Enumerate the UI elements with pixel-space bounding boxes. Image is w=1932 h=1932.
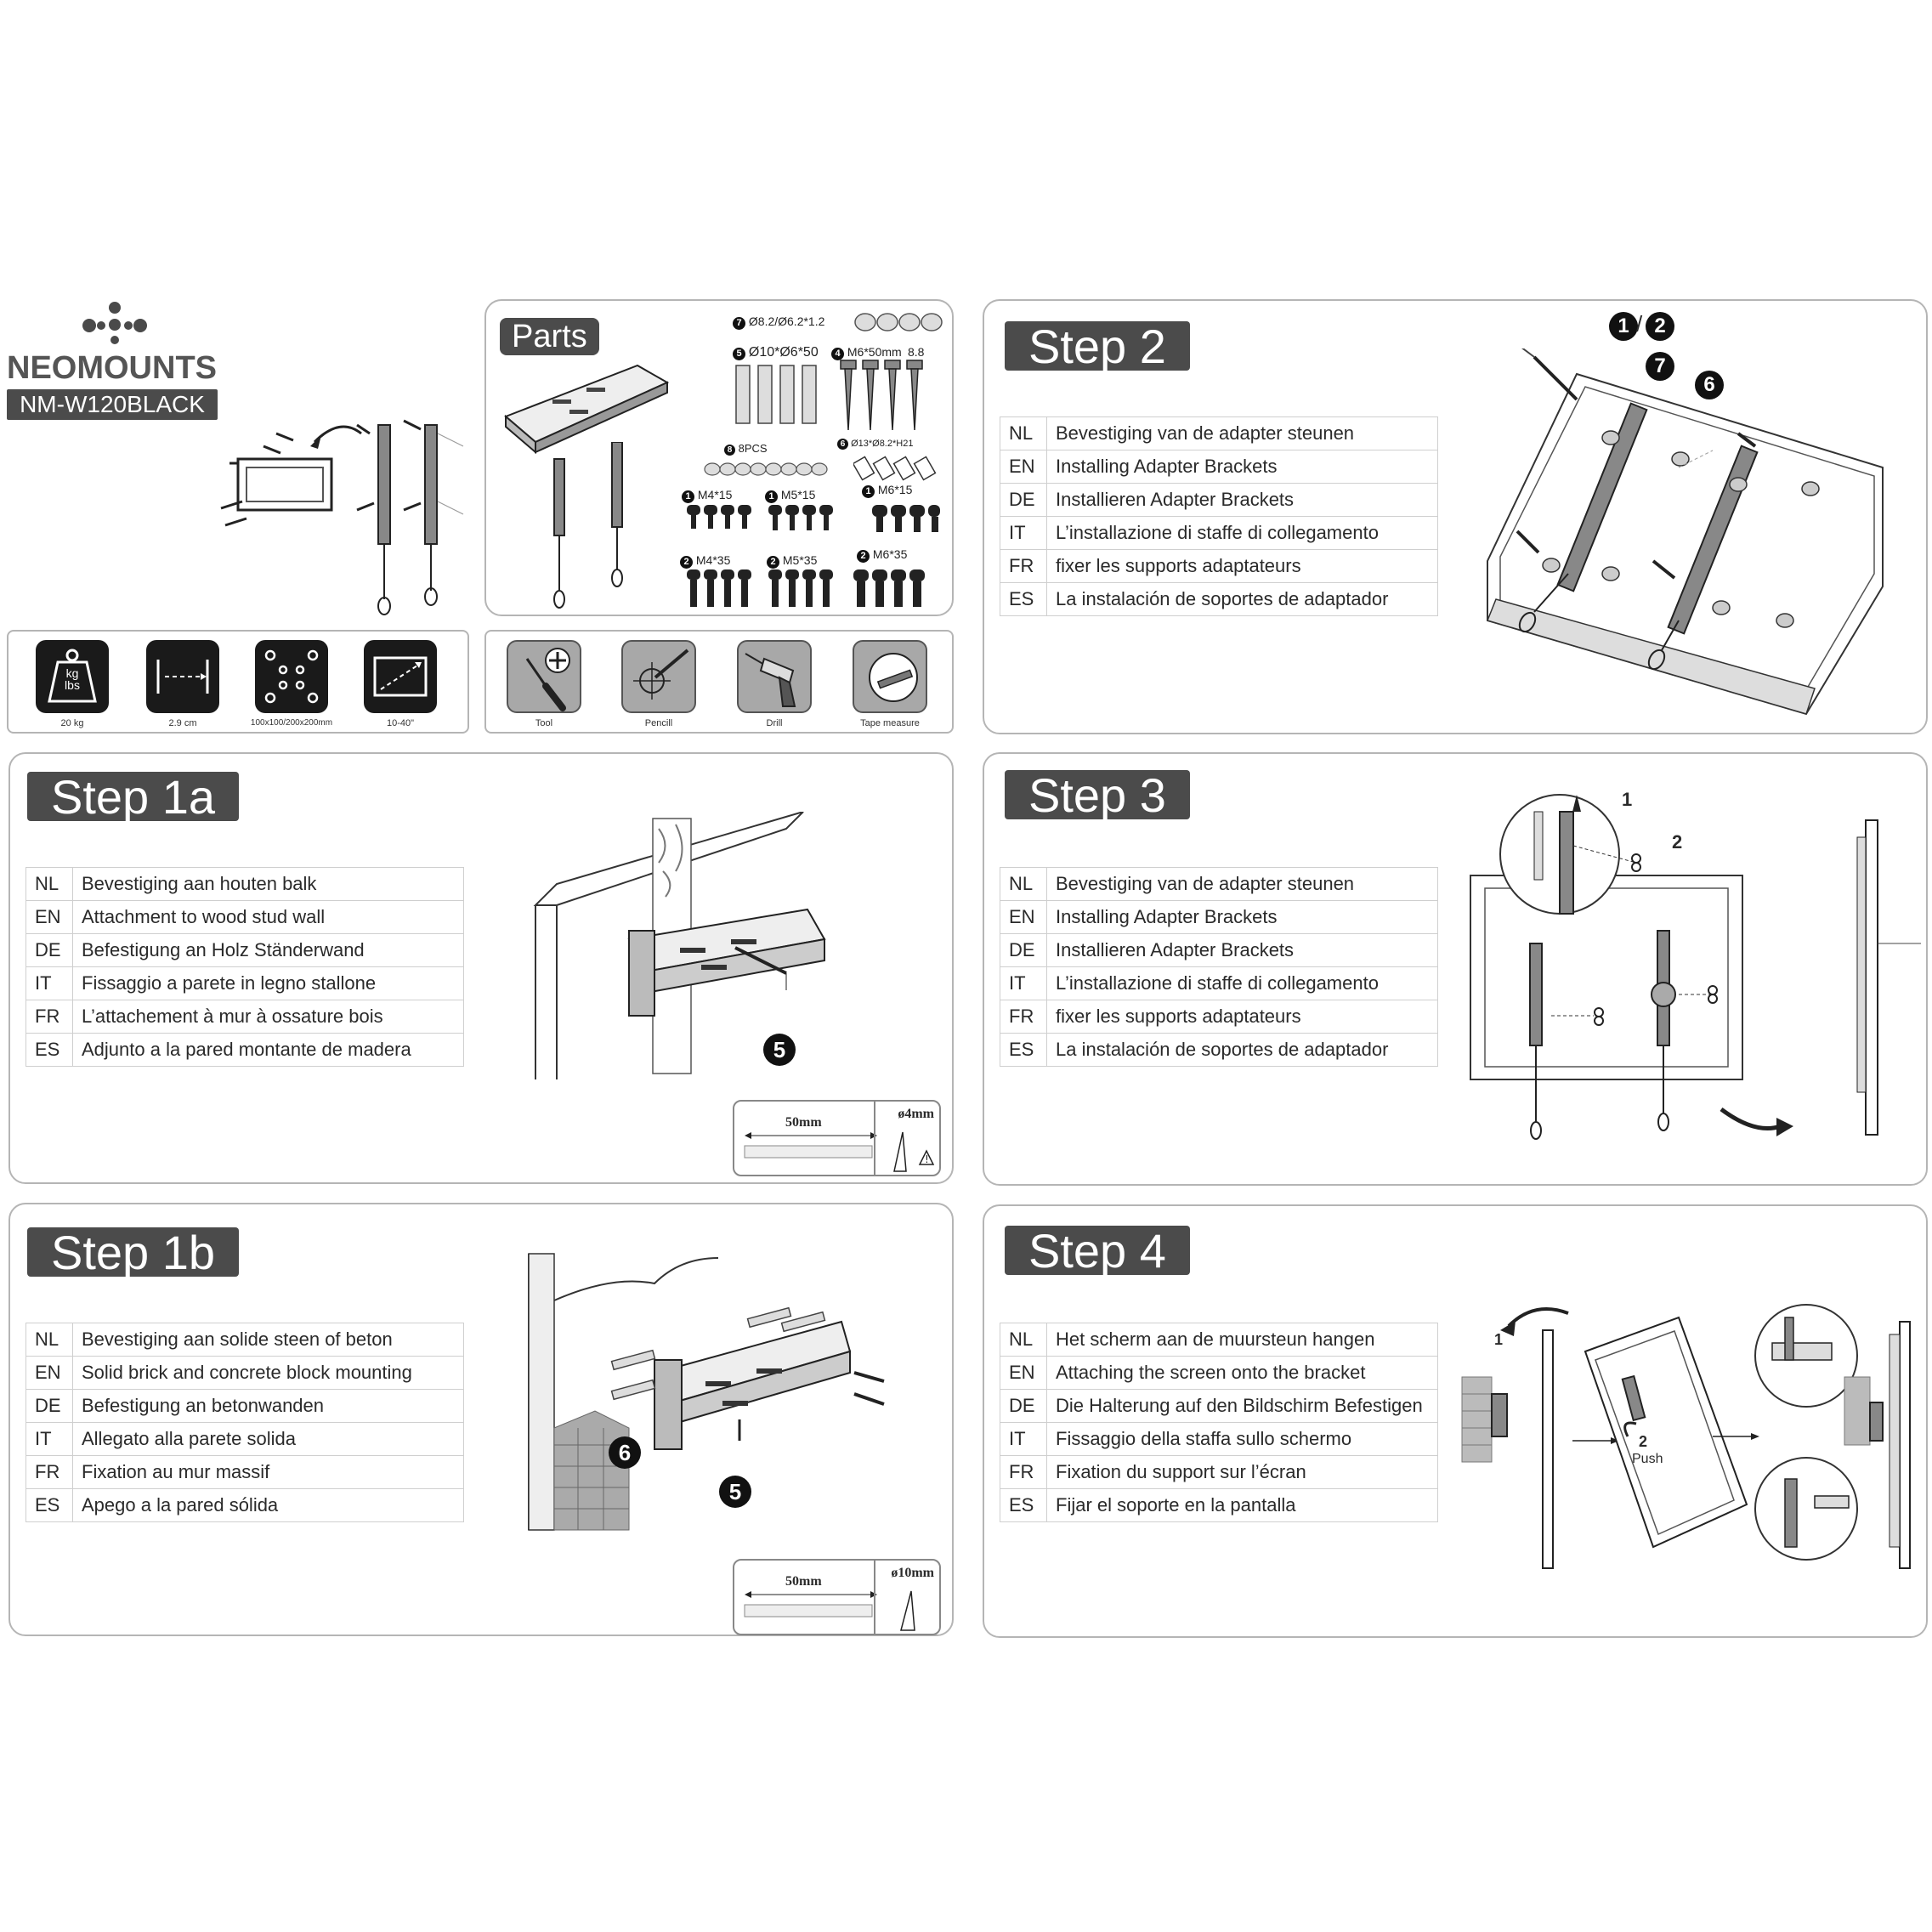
step4-row-nl [1000, 1323, 1438, 1357]
step1b-row-it [26, 1423, 464, 1456]
parts-title: Parts [500, 318, 599, 355]
step3-row-en [1000, 901, 1438, 934]
step1a-title: Step 1a [27, 772, 239, 821]
instruction-text: Fixation au mur massif [73, 1456, 464, 1489]
parts-wood-screws-label: M6*50mm [847, 345, 902, 359]
drill-bit-icon [886, 1127, 937, 1173]
instruction-text: Installing Adapter Brackets [1047, 901, 1438, 934]
instruction-text: La instalación de soportes de adaptador [1047, 1034, 1438, 1067]
parts-num-1c: 1 [862, 485, 875, 498]
step1a-drill-depth: 50mm [785, 1115, 822, 1130]
parts-m6-15 [862, 483, 912, 498]
tool-screwdriver-caption: Tool [535, 718, 553, 728]
step1b-row-es [26, 1489, 464, 1522]
instruction-text: fixer les supports adaptateurs [1047, 550, 1438, 583]
lang-code: ES [26, 1489, 73, 1522]
pencil-icon [621, 640, 696, 713]
parts-m4-35 [680, 553, 730, 569]
step4-row-en [1000, 1357, 1438, 1390]
step1b-row-de [26, 1390, 464, 1423]
lang-code: FR [1000, 1456, 1047, 1489]
step2-tv-back-illustration [1483, 348, 1887, 722]
parts-num-5: 5 [733, 348, 745, 360]
parts-callout-7 [733, 314, 824, 330]
instruction-text: Installieren Adapter Brackets [1047, 484, 1438, 517]
tool-pencil-caption: Pencill [644, 718, 673, 728]
step4-row-es [1000, 1489, 1438, 1522]
step1b-title: Step 1b [27, 1227, 239, 1277]
step2-row-nl [1000, 417, 1438, 450]
instruction-text: Allegato alla parete solida [73, 1423, 464, 1456]
lang-code: IT [1000, 967, 1047, 1000]
parts-num-2c: 2 [857, 550, 870, 563]
step2-row-it [1000, 517, 1438, 550]
step4-row-fr [1000, 1456, 1438, 1489]
parts-callout-5 [733, 345, 819, 360]
parts-pcs-label: 8PCS [738, 442, 768, 455]
instruction-text: L’attachement à mur à ossature bois [73, 1000, 464, 1034]
step2-callout-6: 6 [1695, 371, 1724, 399]
instruction-text: Bevestiging van de adapter steunen [1047, 868, 1438, 901]
instruction-text: Attaching the screen onto the bracket [1047, 1357, 1438, 1390]
parts-num-1b: 1 [765, 490, 778, 503]
step1a-language-table [25, 867, 464, 1067]
tool-tape-measure-caption: Tape measure [860, 718, 920, 728]
wall-anchors-icon [733, 362, 826, 430]
lang-code: EN [1000, 901, 1047, 934]
screen-size-icon [364, 640, 437, 713]
lang-code: IT [26, 967, 73, 1000]
step3-row-es [1000, 1034, 1438, 1067]
step1b-drill-diameter: ø10mm [891, 1566, 934, 1580]
parts-m5-15-label: M5*15 [780, 488, 816, 501]
instruction-text: L’installazione di staffe di collegamento [1047, 967, 1438, 1000]
step3-row-fr [1000, 1000, 1438, 1034]
parts-num-6: 6 [837, 439, 848, 450]
brand-name: NEOMOUNTS [7, 350, 217, 386]
step2-title: Step 2 [1005, 321, 1190, 371]
instruction-text: Bevestiging aan solide steen of beton [73, 1323, 464, 1357]
step4-row-it [1000, 1423, 1438, 1456]
parts-m6-35 [857, 547, 907, 563]
lang-code: NL [26, 1323, 73, 1357]
step2-callout-separator: / [1636, 311, 1643, 337]
parts-m6-15-label: M6*15 [877, 483, 913, 496]
parts-num-1a: 1 [682, 490, 694, 503]
step1a-callout-5: 5 [763, 1034, 796, 1066]
step1b-language-table [25, 1323, 464, 1522]
step1b-callout-5: 5 [719, 1476, 751, 1508]
instruction-text: Installing Adapter Brackets [1047, 450, 1438, 484]
lang-code: ES [1000, 1034, 1047, 1067]
step2-row-de [1000, 484, 1438, 517]
lang-code: EN [1000, 450, 1047, 484]
product-overview-illustration [212, 408, 467, 620]
step1a-row-nl [26, 868, 464, 901]
parts-grade-label: 8.8 [908, 345, 925, 359]
lang-code: EN [1000, 1357, 1047, 1390]
washers-icon [853, 309, 955, 335]
instruction-text: Fissaggio a parete in legno stallone [73, 967, 464, 1000]
step2-row-fr [1000, 550, 1438, 583]
step2-row-en [1000, 450, 1438, 484]
instruction-text: Fissaggio della staffa sullo schermo [1047, 1423, 1438, 1456]
parts-m4-35-label: M4*35 [695, 553, 731, 567]
lang-code: NL [1000, 868, 1047, 901]
lang-code: IT [1000, 1423, 1047, 1456]
lang-code: DE [26, 934, 73, 967]
model-badge: NM-W120BLACK [7, 389, 218, 420]
step3-label-2: 2 [1672, 831, 1683, 853]
instruction-text: Fijar el soporte en la pantalla [1047, 1489, 1438, 1522]
step2-language-table [1000, 416, 1438, 616]
drill-icon [737, 640, 812, 713]
parts-washers-label: Ø8.2/Ø6.2*1.2 [748, 314, 825, 328]
step1b-callout-6: 6 [609, 1436, 641, 1469]
parts-num-4: 4 [831, 348, 844, 360]
step2-callout-7: 7 [1646, 352, 1674, 381]
adapter-brackets-illustration [544, 442, 637, 612]
instruction-text: Attachment to wood stud wall [73, 901, 464, 934]
spec-depth-caption: 2.9 cm [168, 718, 197, 728]
step1a-row-it [26, 967, 464, 1000]
step1b-drill-depth: 50mm [785, 1574, 822, 1589]
parts-spacers-label: Ø13*Ø8.2*H21 [851, 439, 914, 449]
instruction-text: fixer les supports adaptateurs [1047, 1000, 1438, 1034]
parts-m5-35-label: M5*35 [782, 553, 818, 567]
lang-code: NL [1000, 1323, 1047, 1357]
instruction-text: Adjunto a la pared montante de madera [73, 1034, 464, 1067]
instruction-text: Het scherm aan de muursteun hangen [1047, 1323, 1438, 1357]
parts-callout-6 [837, 439, 913, 450]
instruction-text: Befestigung an Holz Ständerwand [73, 934, 464, 967]
instruction-text: L’installazione di staffe di collegamento [1047, 517, 1438, 550]
long-bolts-icon [685, 568, 940, 610]
step4-label-1: 1 [1494, 1331, 1504, 1348]
step1a-drill-spec [733, 1100, 941, 1176]
step4-title: Step 4 [1005, 1226, 1190, 1275]
parts-m6-35-label: M6*35 [872, 547, 908, 561]
step3-language-table [1000, 867, 1438, 1067]
step1b-row-nl [26, 1323, 464, 1357]
step1a-row-de [26, 934, 464, 967]
lang-code: DE [26, 1390, 73, 1423]
parts-m5-15 [765, 488, 815, 503]
tool-drill-caption: Drill [766, 718, 783, 728]
step2-callout-2: 2 [1646, 312, 1674, 341]
step4-row-de [1000, 1390, 1438, 1423]
lang-code: ES [1000, 1489, 1047, 1522]
svg-text:!: ! [925, 1153, 929, 1165]
short-bolts-icon [685, 503, 940, 534]
lang-code: FR [1000, 550, 1047, 583]
instruction-text: Fixation du support sur l’écran [1047, 1456, 1438, 1489]
lang-code: IT [26, 1423, 73, 1456]
instruction-text: Die Halterung auf den Bildschirm Befestigen [1047, 1390, 1438, 1423]
step1b-row-en [26, 1357, 464, 1390]
depth-icon [146, 640, 219, 713]
parts-anchors-label: Ø10*Ø6*50 [748, 345, 819, 360]
instruction-text: Bevestiging aan houten balk [73, 868, 464, 901]
vesa-icon [255, 640, 328, 713]
instruction-text: Installieren Adapter Brackets [1047, 934, 1438, 967]
instruction-text: Solid brick and concrete block mounting [73, 1357, 464, 1390]
wood-screws-icon [837, 357, 931, 433]
weight-icon [36, 640, 109, 713]
parts-m4-15-label: M4*15 [697, 488, 733, 501]
step3-label-1: 1 [1622, 789, 1633, 810]
instruction-text: La instalación de soportes de adaptador [1047, 583, 1438, 616]
step2-row-es [1000, 583, 1438, 616]
step1a-row-fr [26, 1000, 464, 1034]
step1b-brick-wall-illustration [527, 1249, 901, 1538]
spec-weight-caption: 20 kg [60, 718, 84, 728]
weight-unit-label: kg lbs [65, 666, 80, 692]
step3-row-it [1000, 967, 1438, 1000]
lang-code: IT [1000, 517, 1047, 550]
instruction-text: Bevestiging van de adapter steunen [1047, 417, 1438, 450]
lang-code: ES [1000, 583, 1047, 616]
lang-code: DE [1000, 1390, 1047, 1423]
step4-language-table [1000, 1323, 1438, 1522]
small-washers-icon [702, 459, 830, 479]
step1a-row-en [26, 901, 464, 934]
step3-row-de [1000, 934, 1438, 967]
step2-callout-1: 1 [1609, 312, 1638, 341]
drill-bit-icon [886, 1586, 937, 1632]
step3-title: Step 3 [1005, 770, 1190, 819]
lang-code: FR [26, 1000, 73, 1034]
spacers-icon [853, 454, 938, 483]
step4-push-label: Push [1632, 1452, 1663, 1466]
lang-code: FR [1000, 1000, 1047, 1034]
lang-code: EN [26, 901, 73, 934]
parts-callout-8 [724, 442, 768, 456]
step1b-row-fr [26, 1456, 464, 1489]
parts-num-8: 8 [724, 445, 735, 456]
parts-num-2b: 2 [767, 556, 779, 569]
lang-code: ES [26, 1034, 73, 1067]
step3-tv-front-illustration [1466, 786, 1925, 1152]
parts-m4-15 [682, 488, 732, 503]
neomounts-logo-icon [81, 299, 149, 345]
step1a-row-es [26, 1034, 464, 1067]
step3-row-nl [1000, 868, 1438, 901]
tape-measure-icon [853, 640, 927, 713]
lang-code: NL [26, 868, 73, 901]
spec-screen-size-caption: 10-40" [386, 718, 415, 728]
parts-num-7: 7 [733, 317, 745, 330]
instruction-text: Apego a la pared sólida [73, 1489, 464, 1522]
lang-code: DE [1000, 484, 1047, 517]
parts-m5-35 [767, 553, 817, 569]
instruction-text: Befestigung an betonwanden [73, 1390, 464, 1423]
step1b-drill-spec [733, 1559, 941, 1635]
lang-code: FR [26, 1456, 73, 1489]
step4-label-2: 2 [1639, 1433, 1648, 1450]
step1a-drill-diameter: ø4mm [898, 1107, 934, 1121]
lang-code: DE [1000, 934, 1047, 967]
lang-code: EN [26, 1357, 73, 1390]
step4-hang-screen-illustration [1458, 1300, 1925, 1572]
lang-code: NL [1000, 417, 1047, 450]
spec-vesa-caption: 100x100/200x200mm [250, 718, 333, 728]
parts-num-2a: 2 [680, 556, 693, 569]
screwdriver-icon [507, 640, 581, 713]
